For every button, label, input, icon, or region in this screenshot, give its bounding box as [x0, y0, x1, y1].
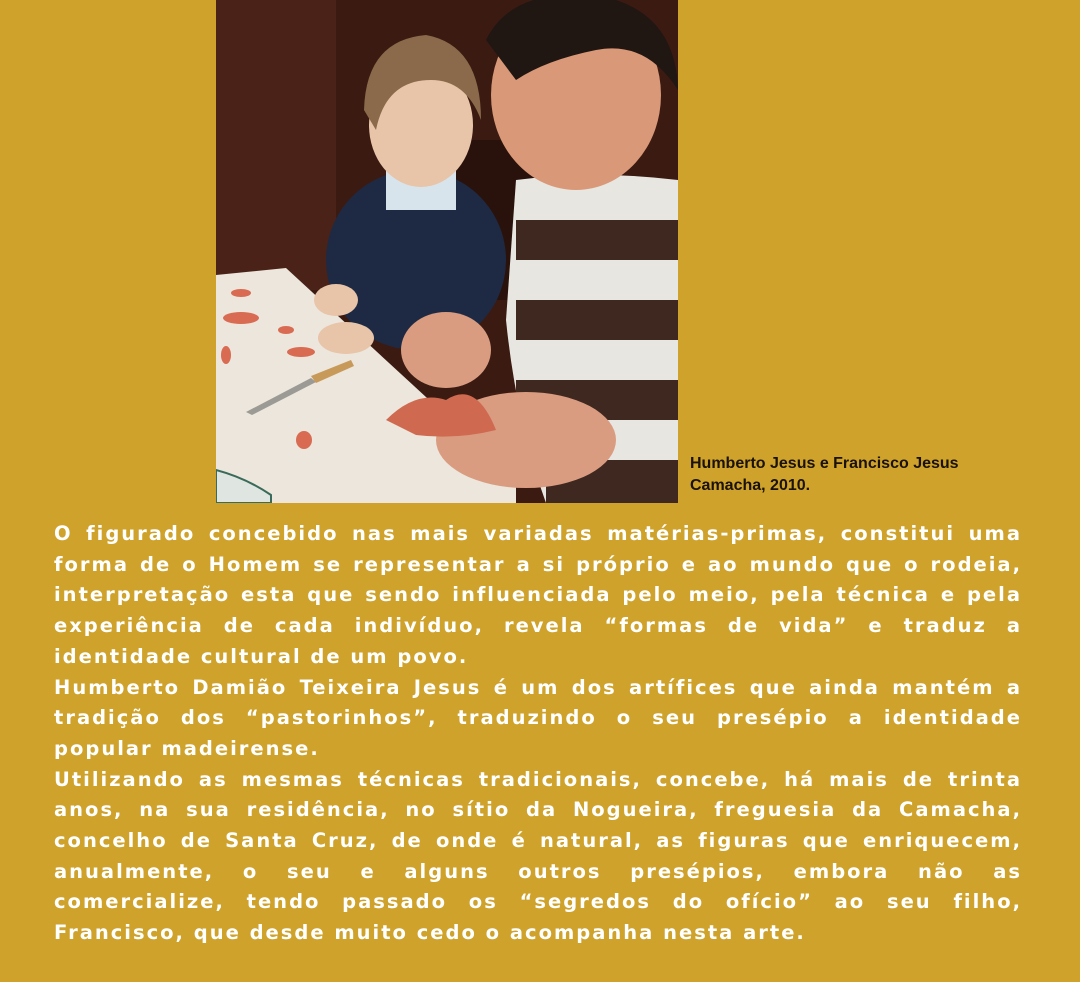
paragraph-humberto: Humberto Damião Teixeira Jesus é um dos artífices que ainda mantém a tradição dos “pastorinhos”, traduzindo o seu presépio a identidade popular madeirense.	[54, 675, 1022, 760]
photo-caption	[690, 453, 1070, 497]
photo-man-and-child	[216, 0, 678, 503]
caption-names: Humberto Jesus e Francisco Jesus	[690, 455, 959, 472]
paragraph-technique: Utilizando as mesmas técnicas tradicionais, concebe, há mais de trinta anos, na sua residência, no sítio da Nogueira, freguesia da Camacha, concelho de Santa Cruz, de onde é natural, as figuras que enriquecem, anualmente, o seu e alguns outros presépios, embora não as comercialize, tendo passado os “segredos do ofício” ao seu filho, Francisco, que desde muito cedo o acompanha nesta arte.	[54, 767, 1022, 945]
paragraph-intro: O figurado concebido nas mais variadas matérias-primas, constitui uma forma de o Homem se representar a si próprio e ao mundo que o rodeia, interpretação esta que sendo influenciada pelo meio, pela técnica e pela experiência de cada indivíduo, revela “formas de vida” e traduz a identidade cultural de um povo.	[54, 522, 1022, 668]
article-body	[54, 519, 1022, 949]
photo-illustration	[216, 0, 678, 503]
caption-place-date: Camacha, 2010.	[690, 477, 811, 494]
